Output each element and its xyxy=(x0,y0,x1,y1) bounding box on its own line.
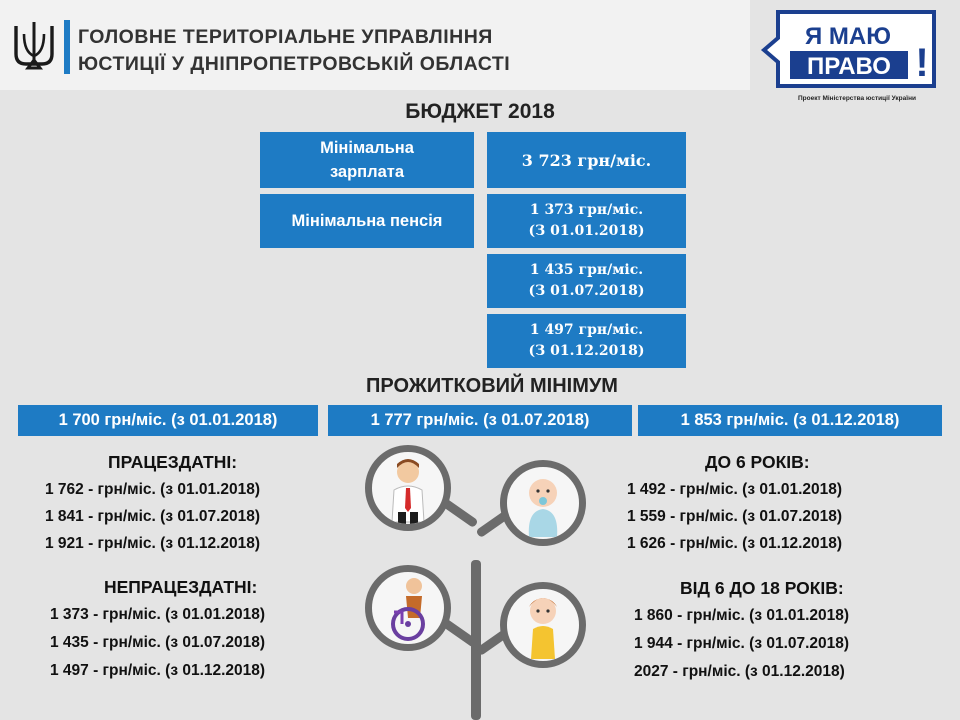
logo-exclamation: ! xyxy=(915,41,929,85)
subsistence-value-bar-2 xyxy=(328,405,632,436)
under-6-line: 1 492 - грн/міс. (з 01.01.2018) xyxy=(627,481,843,498)
child-illustration xyxy=(500,582,586,668)
min-pension-label: Мінімальна пенсія xyxy=(291,212,443,230)
under-6-line: 1 626 - грн/міс. (з 01.12.2018) xyxy=(627,535,843,552)
under-6-title: ДО 6 РОКІВ: xyxy=(705,452,810,472)
ukraine-trident-icon xyxy=(12,20,56,72)
able-bodied-line: 1 921 - грн/міс. (з 01.12.2018) xyxy=(45,535,261,552)
pension-amount: 1 497 грн/міс. xyxy=(529,322,644,338)
pension-value-box-2 xyxy=(487,254,686,308)
organization-title-line2: ЮСТИЦІЇ У ДНІПРОПЕТРОВСЬКІЙ ОБЛАСТІ xyxy=(78,53,511,75)
subsistence-value-bar-3 xyxy=(638,405,942,436)
disabled-line: 1 497 - грн/міс. (з 01.12.2018) xyxy=(50,662,266,679)
disabled-title: НЕПРАЦЕЗДАТНІ: xyxy=(104,577,258,597)
header-accent-bar xyxy=(64,20,70,74)
pension-amount: 1 373 грн/міс. xyxy=(529,202,644,218)
organization-title-line1: ГОЛОВНЕ ТЕРИТОРІАЛЬНЕ УПРАВЛІННЯ xyxy=(78,26,493,48)
child-icon xyxy=(507,589,579,661)
pension-date: (З 01.12.2018) xyxy=(528,343,645,359)
budget-title: БЮДЖЕТ 2018 xyxy=(405,100,555,123)
min-wage-value-box xyxy=(487,132,686,188)
pension-date: (З 01.01.2018) xyxy=(528,223,645,239)
subsistence-value: 1 853 грн/міс. (з 01.12.2018) xyxy=(680,411,900,429)
subsistence-value: 1 700 грн/міс. (з 01.01.2018) xyxy=(58,411,278,429)
organization-title xyxy=(78,24,510,78)
disabled-line: 1 435 - грн/міс. (з 01.07.2018) xyxy=(50,634,266,651)
baby-icon xyxy=(507,467,579,539)
pension-value-box-3 xyxy=(487,314,686,368)
pension-date: (З 01.07.2018) xyxy=(528,283,645,299)
able-bodied-line: 1 841 - грн/міс. (з 01.07.2018) xyxy=(45,508,261,525)
pension-value-box-1 xyxy=(487,194,686,248)
baby-illustration xyxy=(500,460,586,546)
pension-amount: 1 435 грн/міс. xyxy=(529,262,644,278)
under-6-line: 1 559 - грн/міс. (з 01.07.2018) xyxy=(627,508,843,525)
disabled-person-illustration xyxy=(365,565,451,651)
logo-slogan: Проект Міністерства юстиції України xyxy=(797,95,916,102)
min-pension-label-box xyxy=(260,194,474,248)
disabled-line: 1 373 - грн/міс. (з 01.01.2018) xyxy=(50,606,266,623)
able-bodied-line: 1 762 - грн/міс. (з 01.01.2018) xyxy=(45,481,261,498)
age-6-18-line: 1 860 - грн/міс. (з 01.01.2018) xyxy=(634,607,850,624)
min-wage-label-line2: зарплата xyxy=(329,163,405,181)
logo-line1: Я МАЮ xyxy=(805,23,891,50)
logo-line2: ПРАВО xyxy=(807,53,891,80)
ya-mayu-pravo-logo xyxy=(752,6,942,106)
min-wage-label-box xyxy=(260,132,474,188)
age-6-18-line: 2027 - грн/міс. (з 01.12.2018) xyxy=(634,663,845,680)
able-bodied-title: ПРАЦЕЗДАТНІ: xyxy=(108,452,238,472)
businessman-icon xyxy=(372,452,444,524)
subsistence-minimum-title: ПРОЖИТКОВИЙ МІНІМУМ xyxy=(366,375,618,397)
min-wage-label-line1: Мінімальна xyxy=(320,139,414,157)
worker-illustration xyxy=(365,445,451,531)
wheelchair-icon xyxy=(372,572,444,644)
subsistence-value-bar-1 xyxy=(18,405,318,436)
min-wage-value: 3 723 грн/міс. xyxy=(521,150,652,170)
subsistence-value: 1 777 грн/міс. (з 01.07.2018) xyxy=(370,411,590,429)
age-6-18-title: ВІД 6 ДО 18 РОКІВ: xyxy=(680,578,844,598)
age-6-18-line: 1 944 - грн/міс. (з 01.07.2018) xyxy=(634,635,850,652)
